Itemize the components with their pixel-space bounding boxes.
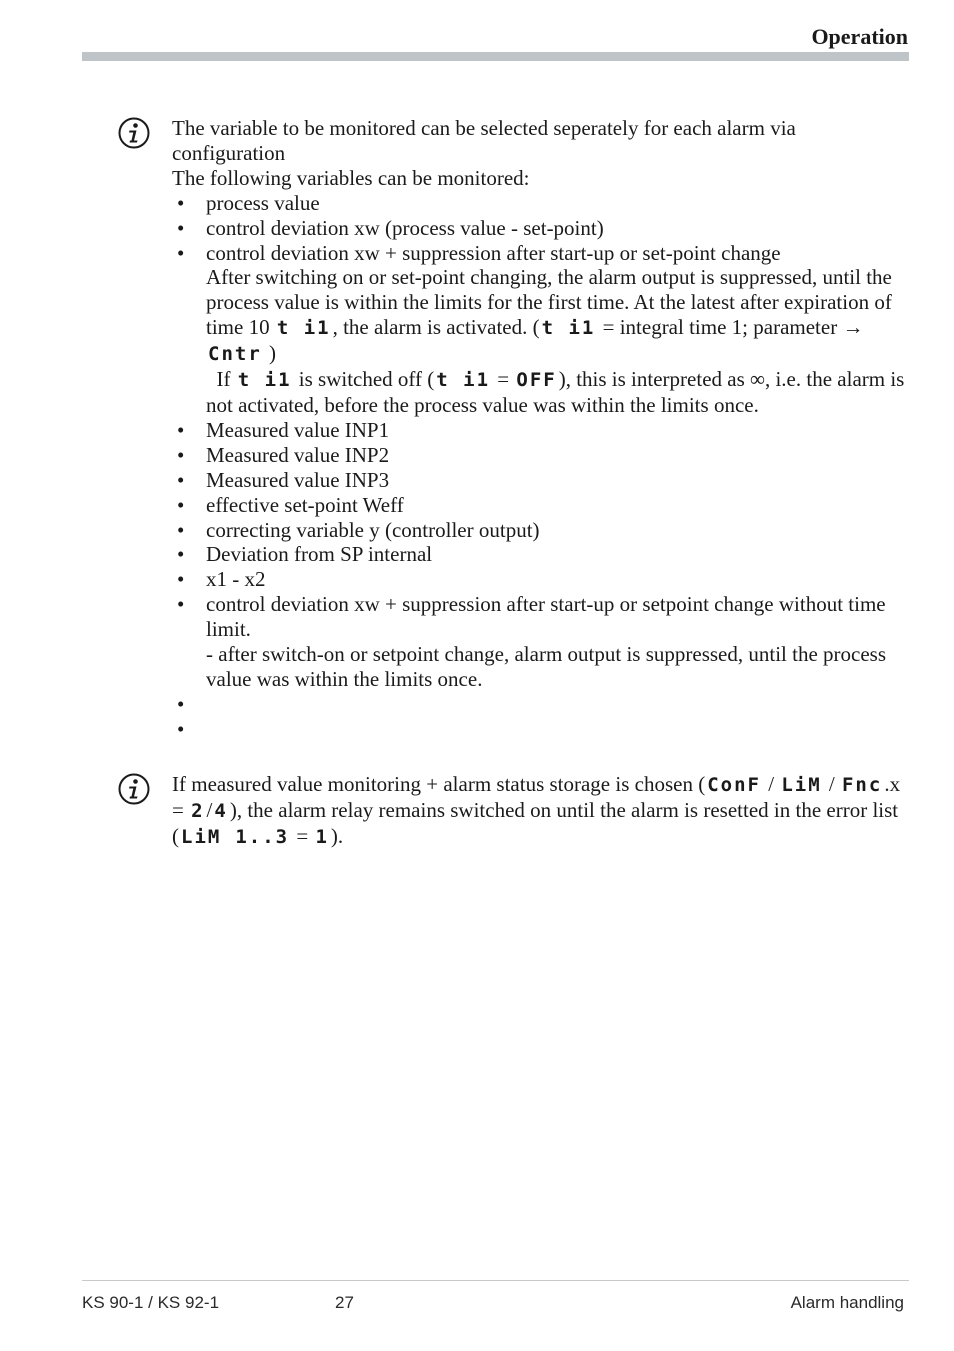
list-item-text: control deviation xw (process value - set-point) — [206, 215, 604, 240]
footer-model: KS 90-1 / KS 92-1 — [82, 1293, 220, 1312]
list-item — [172, 518, 912, 543]
note-lead: The following variables can be monitored: — [172, 165, 530, 190]
lcd-code-ti1: t i1 — [237, 369, 292, 392]
lcd-code-ti1: t i1 — [276, 317, 331, 340]
note-text-part: .x = — [172, 772, 901, 822]
lcd-code-1: 1 — [315, 825, 329, 848]
lcd-code-4: 4 — [214, 799, 228, 822]
list-item — [172, 191, 912, 216]
lcd-code-lim: LiM — [781, 774, 822, 796]
detail-text: , the alarm is activated. ( — [332, 315, 540, 340]
list-item — [172, 567, 912, 592]
list-item — [172, 418, 912, 443]
monitored-variables-note — [172, 116, 912, 742]
list-item — [172, 592, 912, 692]
header-bar — [82, 52, 909, 61]
separator: = — [291, 823, 314, 848]
note-text-part: ), the alarm relay remains switched on until the alarm is resetted in the error list ( — [172, 797, 899, 848]
lcd-code-range: 1..3 — [235, 825, 290, 848]
list-item-text: correcting variable y (controller output) — [206, 517, 540, 542]
list-item-text: x1 - x2 — [206, 567, 266, 592]
separator: / — [762, 772, 780, 796]
footer-rule — [82, 1280, 909, 1281]
list-item — [172, 241, 912, 418]
note-intro: The variable to be monitored can be selected seperately for each alarm via configuration — [172, 116, 796, 165]
list-item — [172, 443, 912, 468]
list-item — [172, 216, 912, 241]
list-item — [172, 468, 912, 493]
detail-text: = integral time 1; parameter → — [597, 315, 864, 340]
info-icon — [118, 773, 150, 805]
lcd-code-fnc: Fnc — [841, 774, 883, 796]
list-item-empty — [172, 692, 912, 717]
list-item-text: control deviation xw + suppression after start-up or set-point change — [206, 240, 781, 265]
detail-text: After switching on or set-point changing, the alarm output is suppressed, until the process value is within the limits for the first time. At the latest after expiration of time 10 — [206, 265, 892, 340]
note-text-part: If measured value monitoring + alarm status storage is chosen ( — [172, 772, 706, 796]
detail-text: ) — [263, 341, 277, 366]
alarm-storage-note — [172, 772, 902, 850]
lcd-code-2: 2 — [191, 799, 205, 822]
list-item-text: Deviation from SP internal — [206, 542, 433, 567]
detail-text: = — [492, 367, 515, 392]
lcd-code-off: OFF — [516, 369, 557, 392]
note-text — [172, 772, 902, 850]
lcd-code-ti1: t i1 — [436, 369, 491, 392]
detail-text: If — [206, 367, 236, 392]
list-item-text: control deviation xw + suppression after start-up or setpoint change without time limit. — [206, 592, 886, 642]
lcd-code-ti1: t i1 — [541, 317, 596, 340]
detail-text: - after switch-on or setpoint change, alarm output is suppressed, until the process value was within the limits once. — [206, 642, 886, 691]
separator: / — [206, 797, 213, 822]
list-item-text: Measured value INP3 — [206, 467, 390, 492]
list-item-text: effective set-point Weff — [206, 492, 404, 517]
note-text-part: ). — [330, 823, 344, 848]
lcd-code-cntr: Cntr — [208, 343, 262, 366]
lcd-code-conf: ConF — [707, 774, 761, 796]
list-item-text: Measured value INP2 — [206, 442, 390, 467]
detail-text: is switched off ( — [293, 367, 435, 392]
list-item-text: process value — [206, 190, 320, 215]
footer-page-number: 27 — [335, 1293, 354, 1312]
list-item-empty — [172, 717, 912, 742]
separator: / — [823, 772, 840, 796]
page-header-title: Operation — [811, 24, 908, 49]
detail-text: ), this is interpreted as ∞, i.e. the alarm is not activated, before the process value was within the limits once. — [206, 367, 905, 417]
lcd-code-lim: LiM — [181, 825, 222, 848]
info-icon — [118, 117, 150, 149]
list-item — [172, 542, 912, 567]
list-item — [172, 493, 912, 518]
list-item-text: Measured value INP1 — [206, 417, 390, 442]
monitored-variables-list — [172, 191, 912, 742]
footer-section: Alarm handling — [790, 1293, 904, 1312]
